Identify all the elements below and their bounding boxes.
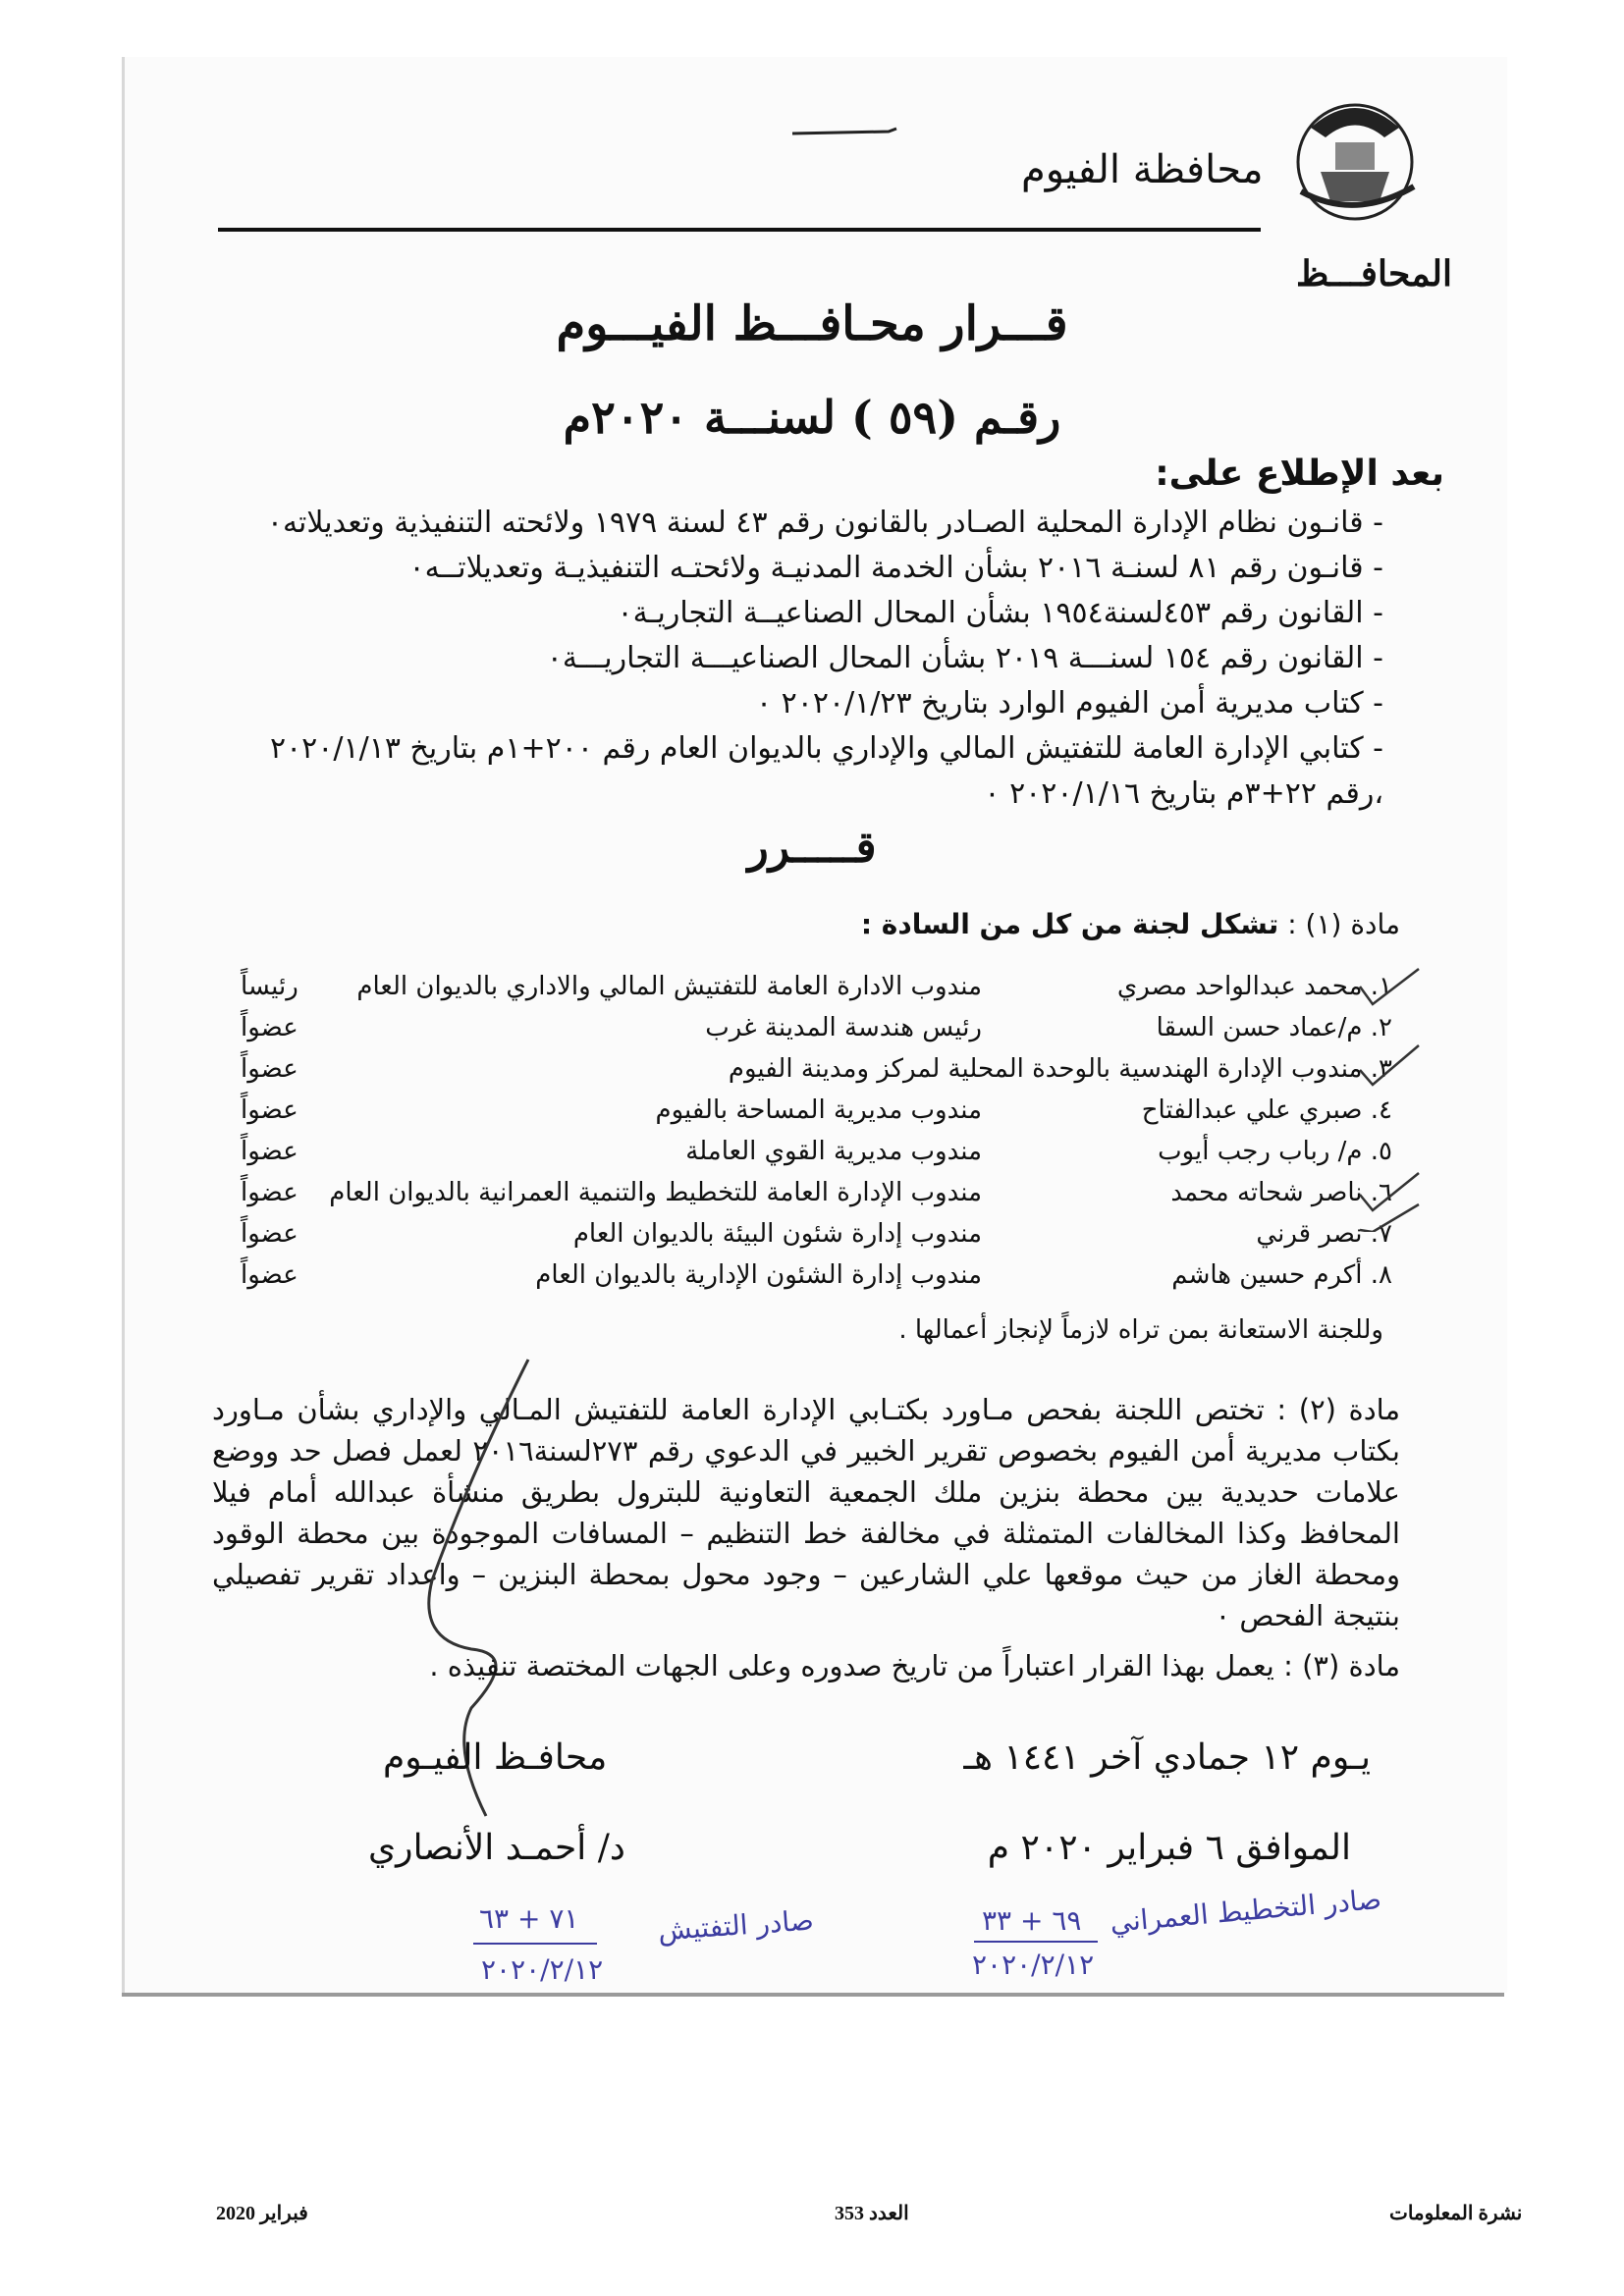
governorate-name: محافظة الفيوم (1021, 147, 1264, 192)
member-role: عضواً (241, 1178, 298, 1207)
issuer-role: المحافـــظ (1295, 253, 1452, 294)
article-1-closing: وللجنة الاستعانة بمن تراه لازماً لإنجاز أعمالها . (898, 1315, 1383, 1345)
outgoing-stamp-date: ٢٠٢٠/٢/١٢ (481, 1953, 604, 1986)
footer-issue: العدد 353 (835, 2203, 909, 2224)
member-role: عضواً (241, 1260, 298, 1290)
footer-publication: نشرة المعلومات (1389, 2203, 1523, 2224)
member-organization: رئيس هندسة المدينة غرب (705, 1013, 982, 1042)
reference-item: - كتابي الإدارة العامة للتفتيش المالي والإداري بالديوان العام رقم ٢٠٠+١م بتاريخ ٢٠٢٠/١/١٣ (269, 731, 1383, 766)
article-2-text: مادة (٢) : تختص اللجنة بفحص مـاورد بكتـابي الإدارة العامة للتفتيش المـالي والإداري بشأن مـاورد بكتاب مديرية أمن الفيوم بخصوص تقرير الخبير في الدعوي رقم ٢٧٣لسنة٢٠١٦ لعمل فصل حد ووضع علامات حديدية بين محطة بنزين ملك الجمعية التعاونية للبترول بطريق منشأة عبدالله أمام فيلا المحافظ وكذا المخالفات المتمثلة في مخالفة خط التنظيم – المسافات الموجودة بين محطة الوقود ومحطة الغاز من حيث موقعها علي الشارعين – وجود محول بمحطة البنزين – واعداد تقرير تفصيلي بنتيجة الفحص ٠ (212, 1393, 1400, 1632)
member-name: ٣. مندوب الإدارة الهندسية بالوحدة المحلية لمركز ومدينة الفيوم (728, 1054, 1392, 1084)
gregorian-date: الموافق ٦ فبراير ٢٠٢٠ م (987, 1828, 1351, 1868)
member-organization: مندوب إدارة الشئون الإدارية بالديوان العام (535, 1260, 982, 1290)
article-1-text: تشكل لجنة من كل من السادة : (860, 908, 1279, 940)
decree-number: رقـم (٥٩ ) لسنـــة ٢٠٢٠م (563, 391, 1061, 444)
governor-name: د/ أحمـد الأنصاري (368, 1828, 625, 1868)
committee-member-row (0, 1260, 1624, 1304)
footer-date: فبراير 2020 (216, 2203, 308, 2224)
member-name: ٤. صبري علي عبدالفتاح (1141, 1095, 1392, 1125)
governorate-emblem-icon (1281, 83, 1429, 231)
member-organization: مندوب مديرية القوي العاملة (685, 1137, 982, 1166)
reference-item: - القانون رقم ١٥٤ لسنـــة ٢٠١٩ بشأن المحال الصناعيـــة التجاريـــة٠ (546, 641, 1383, 675)
hijri-date: يـوم ١٢ جمادي آخر ١٤٤١ هـ (963, 1737, 1371, 1778)
article-3-text: مادة (٣) : يعمل بهذا القرار اعتباراً من تاريخ صدوره وعلى الجهات المختصة تنفيذه . (429, 1649, 1400, 1682)
preamble-heading: بعد الإطلاع على: (1155, 454, 1444, 494)
reference-item: - كتاب مديرية أمن الفيوم الوارد بتاريخ ٢٠٢٠/١/٢٣ ٠ (755, 686, 1383, 721)
member-role: عضواً (241, 1095, 298, 1125)
scan-edge (122, 1993, 1504, 1997)
outgoing-stamp-label: صادر التخطيط العمراني (1109, 1882, 1383, 1940)
member-name: ٧. نصر قرني (1256, 1219, 1392, 1249)
member-name: ٥. م/ رباب رجب أيوب (1158, 1137, 1392, 1166)
outgoing-stamp-label: صادر التفتيش (657, 1903, 815, 1948)
reference-item: - قانـون رقم ٨١ لسنـة ٢٠١٦ بشأن الخدمة المدنيـة ولائحتـه التنفيذيـة وتعديلاتــه٠ (408, 551, 1383, 585)
member-name: ٨. أكرم حسين هاشم (1171, 1260, 1392, 1290)
governor-title: محافـظ الفيـوم (383, 1737, 608, 1778)
reference-item: ،رقم ٢٢+٣م بتاريخ ٢٠٢٠/١/١٦ ٠ (984, 776, 1383, 811)
outgoing-stamp-date: ٢٠٢٠/٢/١٢ (972, 1949, 1095, 1981)
decision-heading: قـــــرر (747, 823, 877, 873)
committee-member-row (0, 1219, 1624, 1262)
member-name: ١. محمد عبدالواحد مصري (1116, 972, 1392, 1001)
committee-member-row (0, 1178, 1624, 1221)
outgoing-stamp-number: ٦٩ + ٣٣ (982, 1904, 1082, 1937)
header-rule (218, 228, 1261, 232)
member-organization: مندوب الادارة العامة للتفتيش المالي والاداري بالديوان العام (356, 972, 982, 1001)
member-organization: مندوب الإدارة العامة للتخطيط والتنمية العمرانية بالديوان العام (329, 1178, 982, 1207)
reference-list (225, 501, 1383, 817)
member-name: ٦. ناصر شحاته محمد (1170, 1178, 1392, 1207)
member-role: عضواً (241, 1219, 298, 1249)
member-role: عضواً (241, 1054, 298, 1084)
member-role: عضواً (241, 1137, 298, 1166)
article-1-intro (861, 908, 1400, 940)
member-organization: مندوب إدارة شئون البيئة بالديوان العام (572, 1219, 982, 1249)
committee-member-row (0, 1054, 1624, 1097)
article-1-label: مادة (١) : (1287, 908, 1400, 940)
member-role: عضواً (241, 1013, 298, 1042)
committee-member-row (0, 1137, 1624, 1180)
member-organization: مندوب مديرية المساحة بالفيوم (655, 1095, 982, 1125)
committee-member-row (0, 1013, 1624, 1056)
committee-member-row (0, 1095, 1624, 1139)
reference-item: - قانـون نظام الإدارة المحلية الصـادر بالقانون رقم ٤٣ لسنة ١٩٧٩ ولائحته التنفيذية وتعديلاته٠ (266, 506, 1383, 540)
decree-title: قـــرار محـافـــظ الفيـــوم (556, 296, 1068, 351)
member-role: رئيساً (241, 972, 298, 1001)
reference-item: - القانون رقم ٤٥٣لسنة١٩٥٤ بشأن المحال الصناعيــة التجاريـة٠ (617, 596, 1383, 630)
header-dash (790, 126, 898, 137)
outgoing-stamp-number: ٧١ + ٦٣ (479, 1902, 579, 1935)
committee-member-row (0, 972, 1624, 1015)
member-name: ٢. م/عماد حسن السقا (1156, 1013, 1392, 1042)
